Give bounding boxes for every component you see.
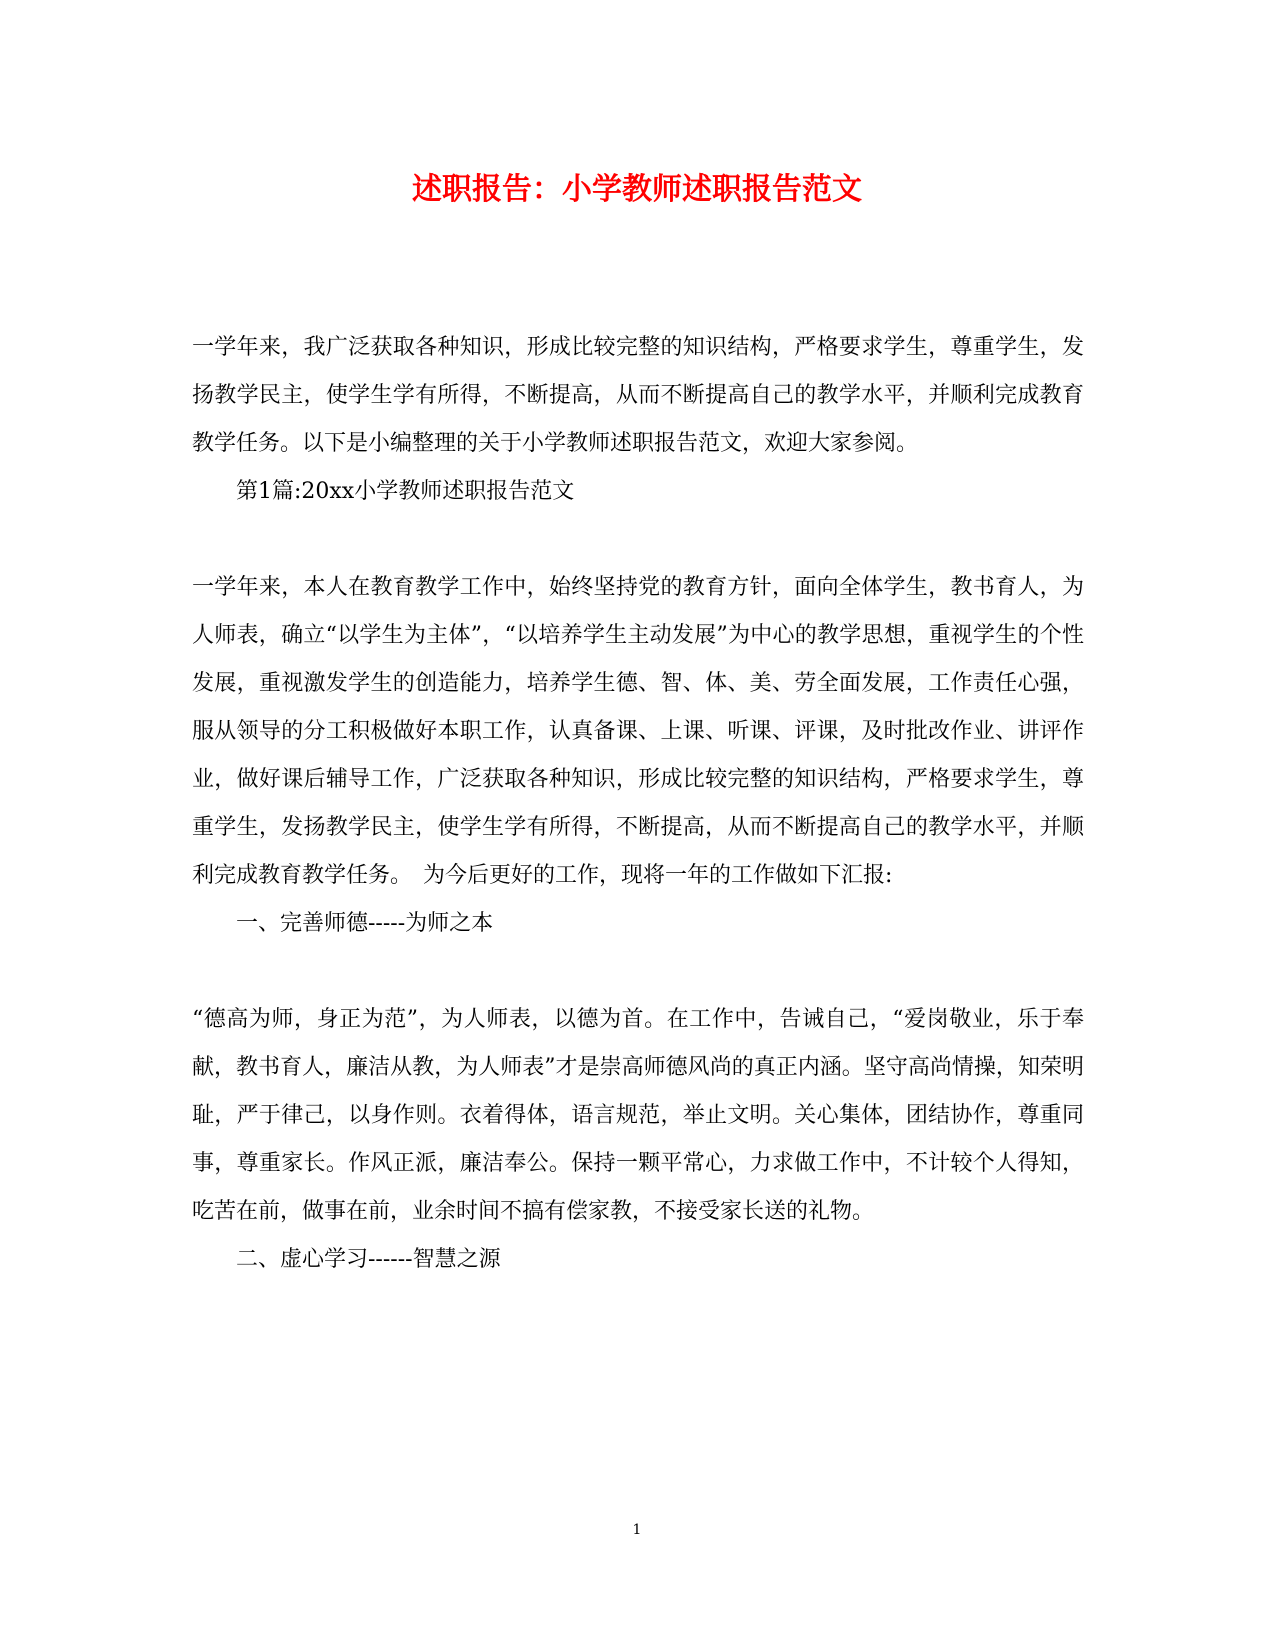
body-paragraph-1: 一学年来，本人在教育教学工作中，始终坚持党的教育方针，面向全体学生，教书育人，为人师表，确立“以学生为主体”，“以培养学生主动发展”为中心的教学思想，重视学生的个性发展，重视激发学生的创造能力，培养学生德、智、体、美、劳全面发展，工作责任心强，服从领导的分工积极做好本职工作，认真备课、上课、听课、评课，及时批改作业、讲评作业，做好课后辅导工作，广泛获取各种知识，形成比较完整的知识结构，严格要求学生，尊重学生，发扬教学民主，使学生学有所得，不断提高，从而不断提高自己的教学水平，并顺利完成教育教学任务。 为今后更好的工作，现将一年的工作做如下汇报: [192, 575, 1084, 888]
body-paragraph-2: “德高为师，身正为范”，为人师表，以德为首。在工作中，告诫自己，“爱岗敬业，乐于奉献，教书育人，廉洁从教，为人师表”才是崇高师德风尚的真正内涵。坚守高尚情操，知荣明耻，严于律己，以身作则。衣着得体，语言规范，举止文明。关心集体，团结协作，尊重同事，尊重家长。作风正派，廉洁奉公。保持一颗平常心，力求做工作中，不计较个人得知，吃苦在前，做事在前，业余时间不搞有偿家教，不接受家长送的礼物。 [192, 1007, 1084, 1224]
paragraph-spacer [192, 948, 1084, 996]
paragraph-spacer [192, 516, 1084, 564]
page-number: 1 [632, 1522, 642, 1538]
intro-paragraph: 一学年来，我广泛获取各种知识，形成比较完整的知识结构，严格要求学生，尊重学生，发扬教学民主，使学生学有所得，不断提高，从而不断提高自己的教学水平，并顺利完成教育教学任务。以下是小编整理的关于小学教师述职报告范文，欢迎大家参阅。 [192, 335, 1084, 456]
page-title: 述职报告：小学教师述职报告范文 [412, 172, 862, 207]
article-heading: 第1篇:20xx小学教师述职报告范文 [236, 479, 575, 504]
section-heading-1: 一、完善师德-----为师之本 [236, 911, 494, 936]
document-body [192, 324, 1084, 1284]
section-heading-2: 二、虚心学习------智慧之源 [236, 1247, 501, 1272]
